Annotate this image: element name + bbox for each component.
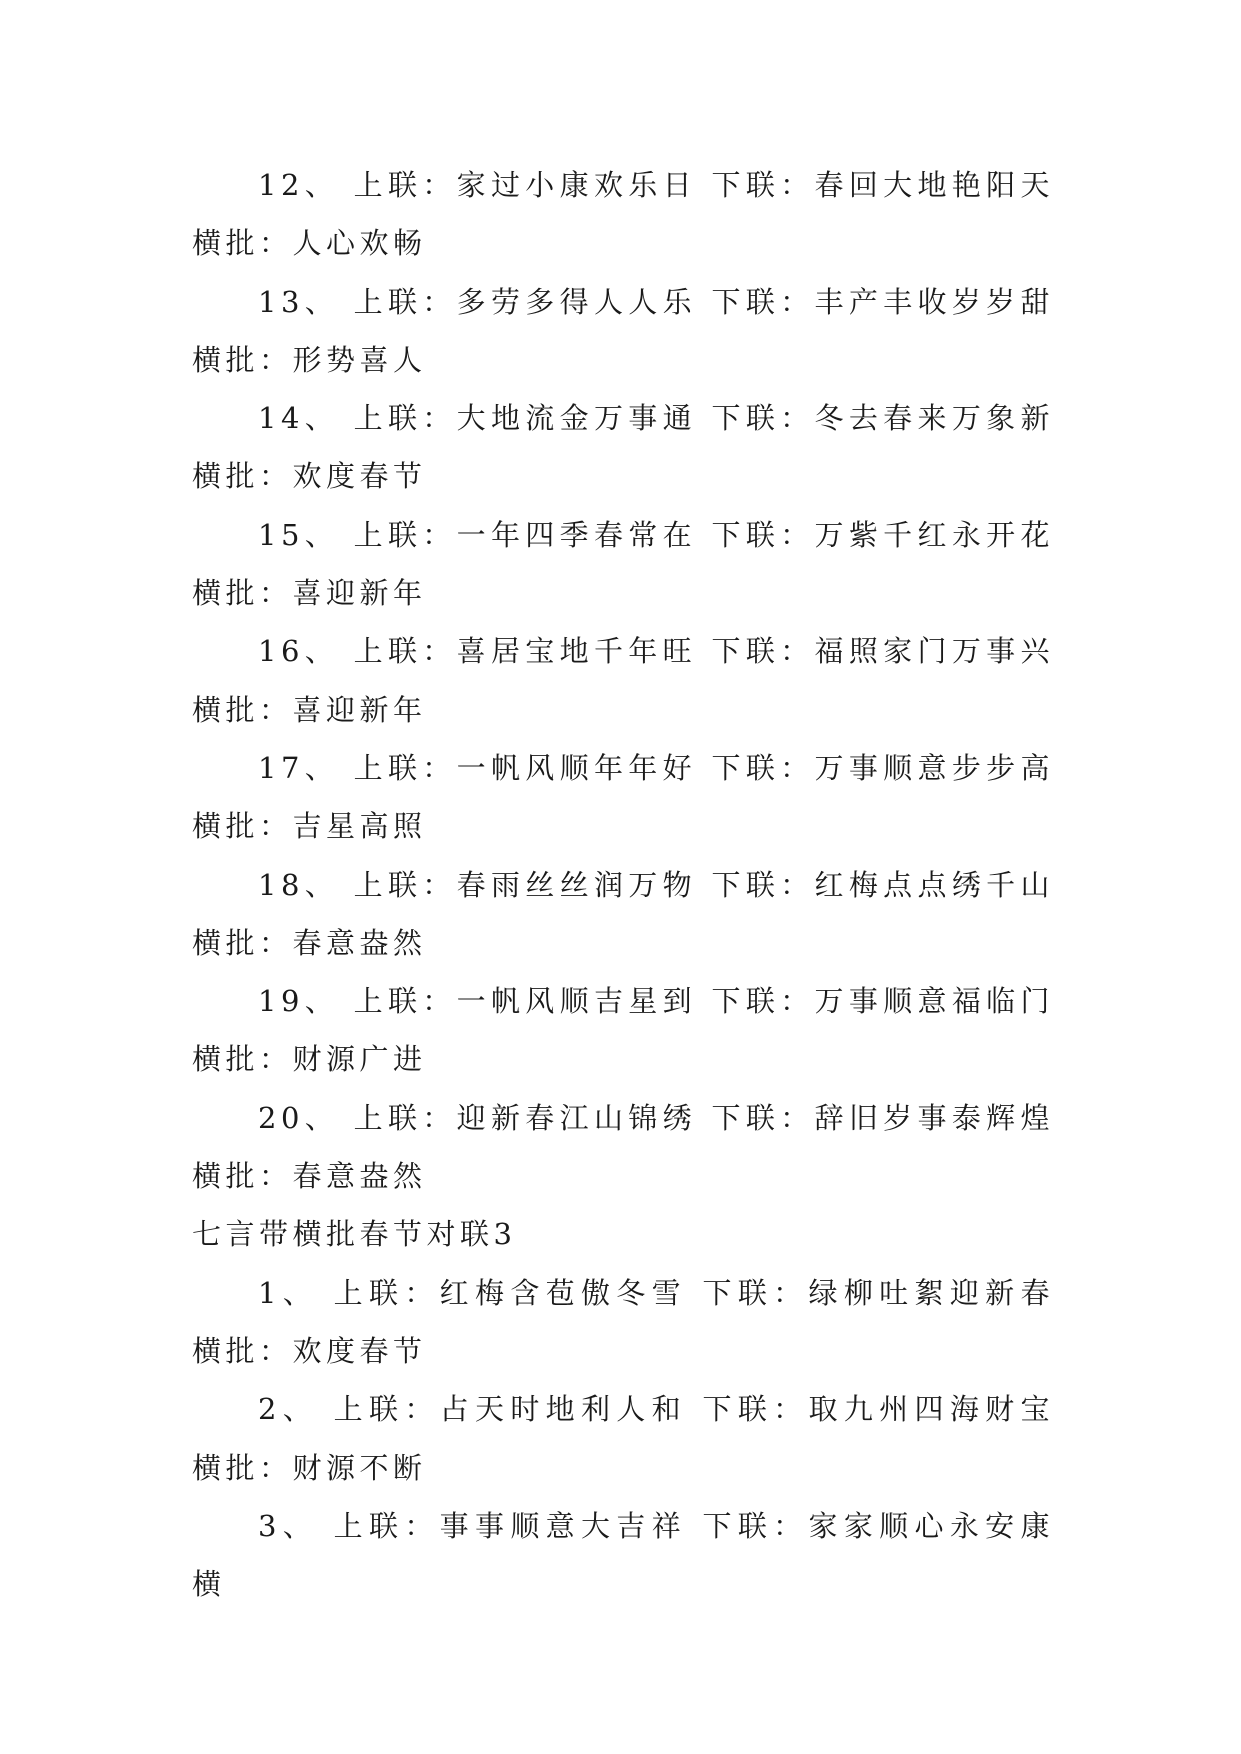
couplet-paragraph: 1、 上联：红梅含苞傲冬雪 下联：绿柳吐絮迎新春 横批：欢度春节 — [192, 1275, 1054, 1368]
couplet-paragraph: 20、 上联：迎新春江山锦绣 下联：辞旧岁事泰辉煌 横批：春意盎然 — [192, 1100, 1054, 1194]
couplet-paragraph: 2、 上联：占天时地利人和 下联：取九州四海财宝 横批：财源不断 — [192, 1392, 1054, 1485]
couplet-paragraph: 3、 上联：事事顺意大吉祥 下联：家家顺心永安康 横 — [192, 1508, 1054, 1602]
couplet-paragraph: 12、 上联：家过小康欢乐日 下联：春回大地艳阳天 横批：人心欢畅 — [192, 168, 1054, 261]
couplet-paragraph: 15、 上联：一年四季春常在 下联：万紫千红永开花 横批：喜迎新年 — [192, 517, 1054, 611]
document-body — [192, 156, 1054, 1613]
couplet-paragraph: 13、 上联：多劳多得人人乐 下联：丰产丰收岁岁甜 横批：形势喜人 — [192, 284, 1054, 377]
couplet-paragraph: 17、 上联：一帆风顺年年好 下联：万事顺意步步高 横批：吉星高照 — [192, 750, 1054, 844]
section-heading: 七言带横批春节对联3 — [192, 1217, 517, 1252]
couplet-paragraph: 14、 上联：大地流金万事通 下联：冬去春来万象新 横批：欢度春节 — [192, 401, 1054, 494]
couplet-paragraph: 16、 上联：喜居宝地千年旺 下联：福照家门万事兴 横批：喜迎新年 — [192, 634, 1054, 727]
couplet-paragraph: 19、 上联：一帆风顺吉星到 下联：万事顺意福临门 横批：财源广进 — [192, 984, 1054, 1077]
couplet-paragraph: 18、 上联：春雨丝丝润万物 下联：红梅点点绣千山 横批：春意盎然 — [192, 867, 1054, 960]
